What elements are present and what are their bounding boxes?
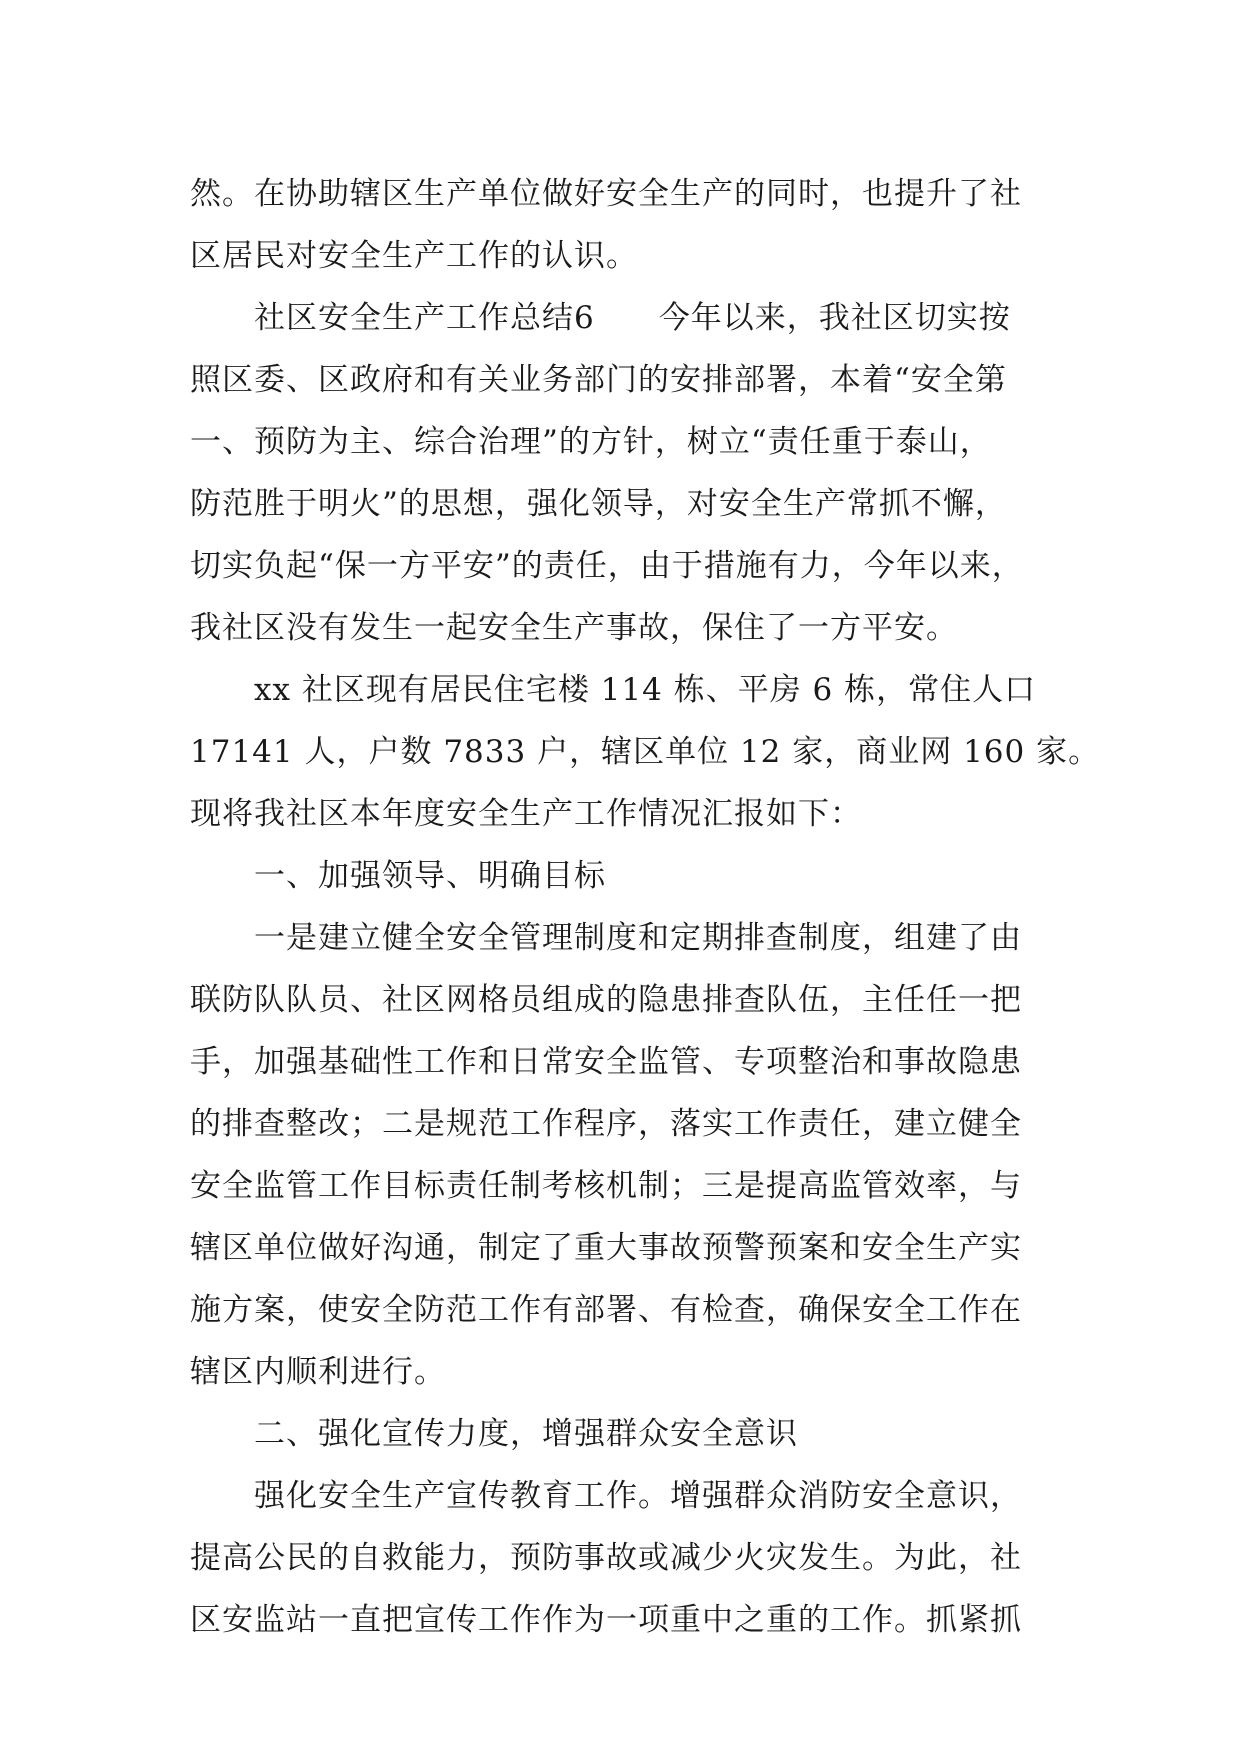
text-line: 照区委、区政府和有关业务部门的安排部署，本着“安全第	[190, 362, 1007, 398]
text-line: 的排查整改；二是规范工作程序，落实工作责任，建立健全	[190, 1106, 1022, 1142]
text-line: 现将我社区本年度安全生产工作情况汇报如下：	[190, 796, 862, 832]
text-line: 手，加强基础性工作和日常安全监管、专项整治和事故隐患	[190, 1044, 1022, 1080]
text-line: 辖区单位做好沟通，制定了重大事故预警预案和安全生产实	[190, 1230, 1022, 1266]
text-line: 防范胜于明火”的思想，强化领导，对安全生产常抓不懈，	[190, 486, 1007, 522]
section-heading: 二、强化宣传力度，增强群众安全意识	[254, 1416, 798, 1452]
text-line: 社区安全生产工作总结6 今年以来，我社区切实按	[254, 300, 1011, 336]
body-text	[190, 163, 1101, 1651]
text-line: 17141 人，户数 7833 户，辖区单位 12 家，商业网 160 家。	[190, 734, 1101, 770]
text-line: 安全监管工作目标责任制考核机制；三是提高监管效率，与	[190, 1168, 1022, 1204]
text-line: 一、预防为主、综合治理”的方针，树立“责任重于泰山，	[190, 424, 992, 460]
text-line: 强化安全生产宣传教育工作。增强群众消防安全意识，	[254, 1478, 1022, 1514]
text-line: 一是建立健全安全管理制度和定期排查制度，组建了由	[254, 920, 1022, 956]
text-line: 区居民对安全生产工作的认识。	[190, 238, 638, 274]
text-line: 施方案，使安全防范工作有部署、有检查，确保安全工作在	[190, 1292, 1022, 1328]
text-line: 我社区没有发生一起安全生产事故，保住了一方平安。	[190, 610, 958, 646]
text-line: xx 社区现有居民住宅楼 114 栋、平房 6 栋，常住人口	[254, 672, 1037, 708]
text-line: 然。在协助辖区生产单位做好安全生产的同时，也提升了社	[190, 176, 1022, 212]
text-line: 切实负起“保一方平安”的责任，由于措施有力，今年以来，	[190, 548, 1024, 584]
text-line: 辖区内顺利进行。	[190, 1354, 446, 1390]
text-line: 联防队队员、社区网格员组成的隐患排查队伍，主任任一把	[190, 982, 1022, 1018]
text-line: 区安监站一直把宣传工作作为一项重中之重的工作。抓紧抓	[190, 1602, 1022, 1638]
text-line: 提高公民的自救能力，预防事故或减少火灾发生。为此，社	[190, 1540, 1022, 1576]
section-heading: 一、加强领导、明确目标	[254, 858, 606, 894]
